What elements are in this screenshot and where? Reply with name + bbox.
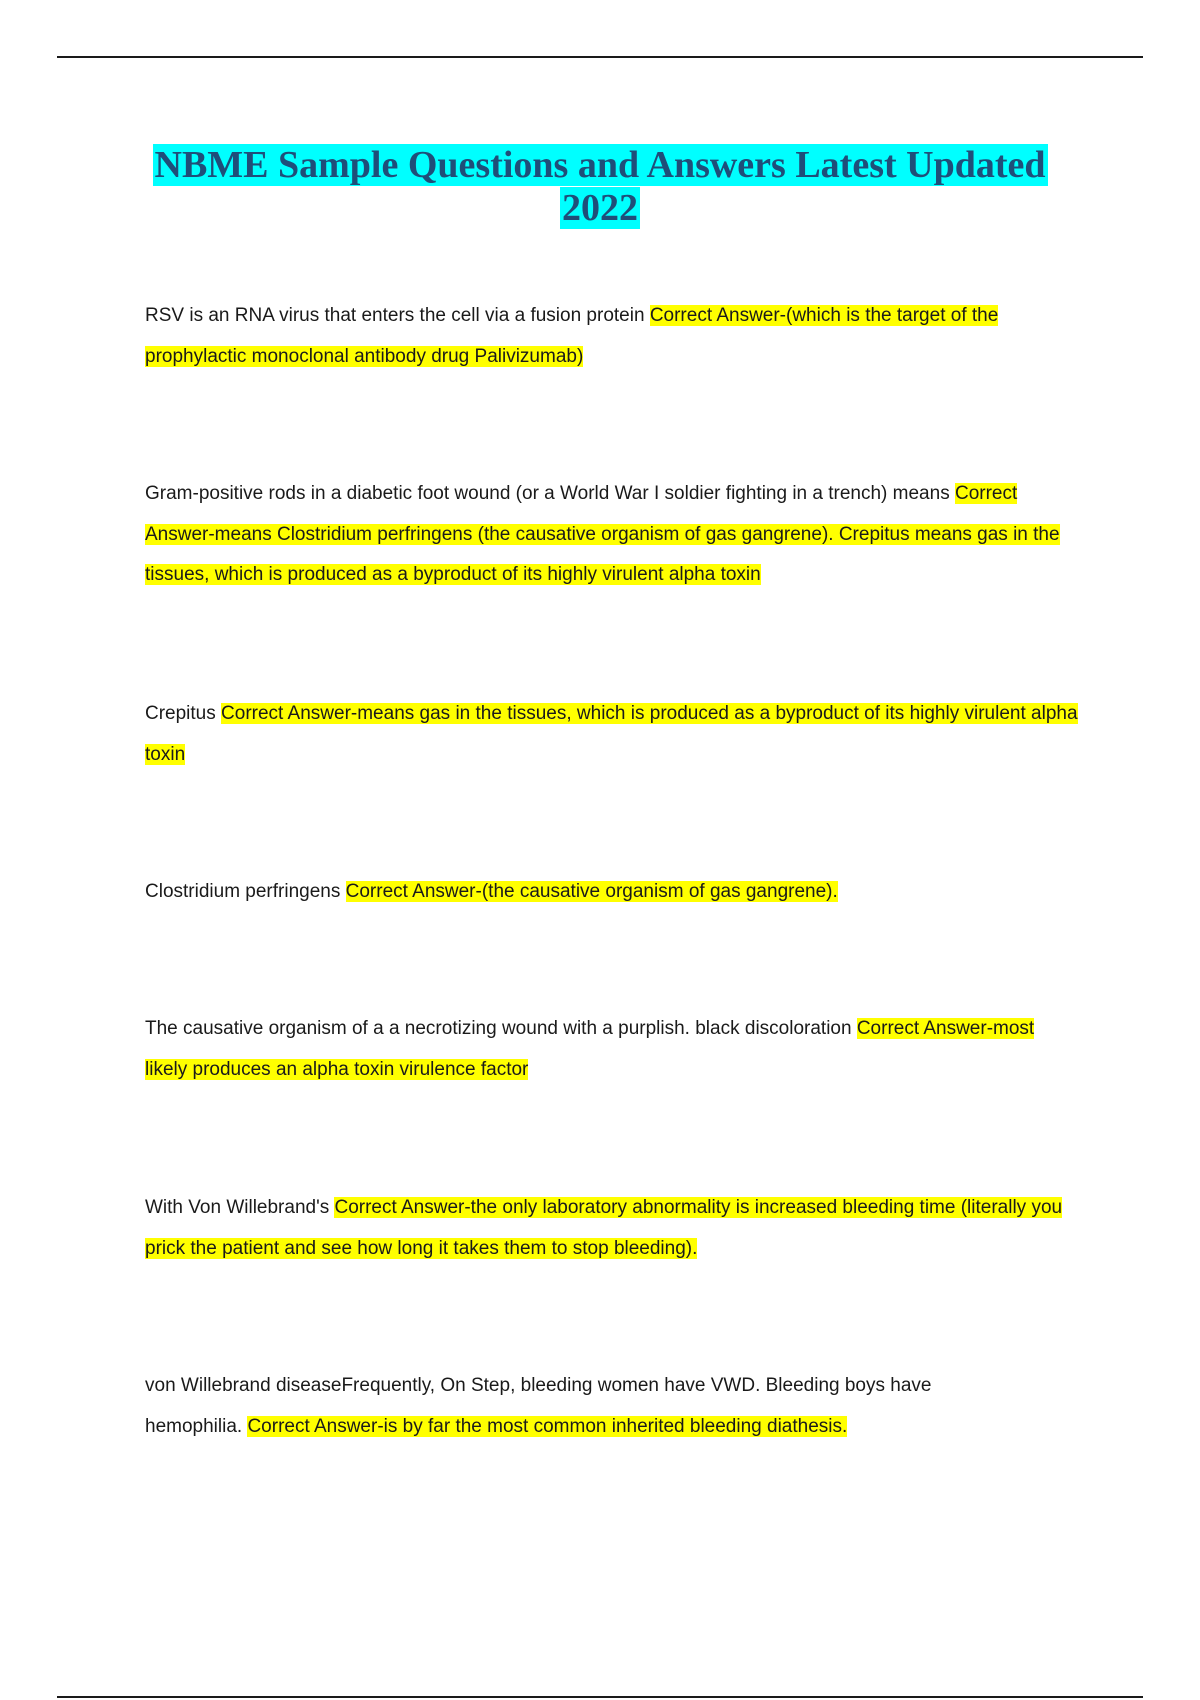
question-text: RSV is an RNA virus that enters the cell via a fusion protein (145, 305, 650, 326)
answer-text: Correct Answer-(which is the target of the prophylactic monoclonal antibody drug Palivizumab) (145, 305, 999, 367)
answer-text: Correct Answer-the only laboratory abnormality is increased bleeding time (literally you prick the patient and see how long it takes them to stop bleeding). (145, 1197, 1063, 1259)
qa-item (145, 1188, 1095, 1269)
qa-item (145, 872, 1095, 913)
title-line-2: 2022 (562, 187, 638, 229)
question-text: The causative organism of a a necrotizing wound with a purplish. black discoloration (145, 1018, 857, 1039)
qa-item (145, 474, 1090, 596)
document-title (100, 144, 1100, 230)
question-text: Gram-positive rods in a diabetic foot wound (or a World War I soldier fighting in a trench) means (145, 483, 955, 504)
question-text: Clostridium perfringens (145, 881, 346, 902)
question-text: Crepitus (145, 703, 222, 724)
qa-item (145, 296, 1095, 377)
answer-text: Correct Answer-(the causative organism of gas gangrene). (345, 881, 838, 902)
qa-item (145, 1366, 1025, 1447)
answer-text: Correct Answer-means gas in the tissues, which is produced as a byproduct of its highly virulent alpha toxin (145, 703, 1078, 765)
answer-text: Correct Answer-is by far the most common inherited bleeding diathesis. (247, 1415, 848, 1437)
question-text: With Von Willebrand's (145, 1197, 335, 1218)
qa-item (145, 694, 1095, 775)
answer-text: Correct Answer-most likely produces an alpha toxin virulence factor (145, 1018, 1035, 1080)
bottom-rule (57, 1696, 1143, 1698)
qa-item (145, 1009, 1063, 1090)
answer-text: Correct Answer-means Clostridium perfringens (the causative organism of gas gangrene). Crepitus means gas in the tissues, which is produced as a byproduct of its highly virulent alpha toxin (145, 483, 1060, 585)
title-line-1: NBME Sample Questions and Answers Latest Updated (154, 144, 1046, 186)
top-rule (57, 56, 1143, 58)
question-text: von Willebrand diseaseFrequently, On Step, bleeding women have VWD. Bleeding boys have hemophilia. (145, 1375, 932, 1437)
